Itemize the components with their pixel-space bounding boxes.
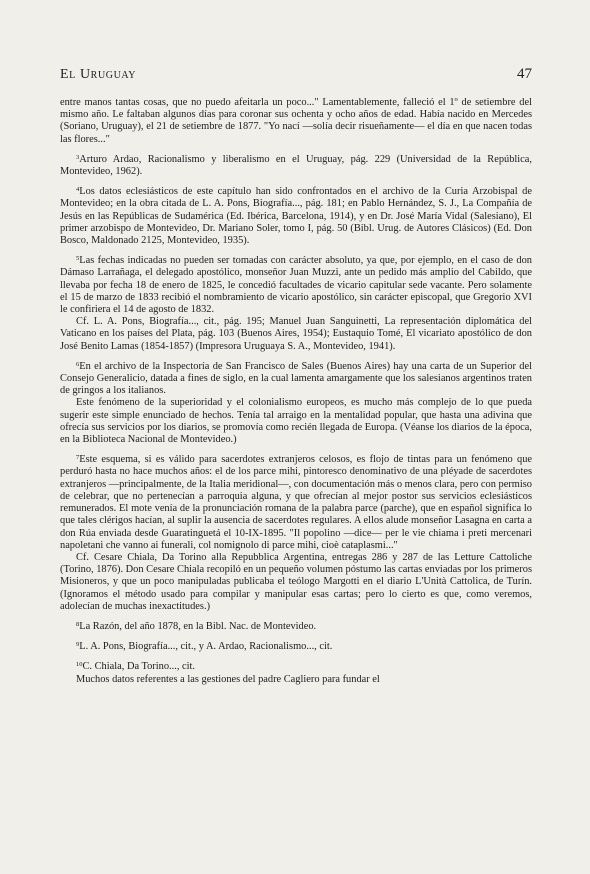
footnote-10 (60, 661, 532, 673)
footnote-text: Las fechas indicadas no pueden ser tomadas con carácter absoluto, ya que, por ejemplo, en el caso de don Dámaso Larrañaga, el delegado apostólico, monseñor Juan Muzzi, ante un pedido más amplio del Cabildo, que llevaba por fecha 18 de enero de 1825, le concedió facultades de vicario capitular sede vacante. Pero solamente el 15 de marzo de 1833 recibió el nombramiento de vicario apostólico, sin carácter episcopal, que Gregorio XVI le confiriera el 14 de agosto de 1832. (60, 255, 532, 316)
footnote-5-continuation: Cf. L. A. Pons, Biografía..., cit., pág. 195; Manuel Juan Sanguinetti, La representación diplomática del Vaticano en los países del Plata, pág. 103 (Buenos Aires, 1954); Eustaquio Tomé, El vicariato apostólico de don José Benito Lamas (1854-1857) (Impresora Uruguaya S. A., Montevideo, 1941). (60, 316, 532, 352)
footnote-mark: 8 (76, 620, 80, 628)
footnote-text: Arturo Ardao, Racionalismo y liberalismo en el Uruguay, pág. 229 (Universidad de la República, Montevideo, 1962). (60, 153, 532, 178)
footnote-text: Este esquema, si es válido para sacerdotes extranjeros celosos, es flojo de tintas para un fenómeno que perduró hasta no hace muchos años: el de los parce mihi, pintoresco denominativo de una pléyade de sacerdotes extranjeros —principalmente, de la Italia meridional—, con documentación más o menos clara, pero con permiso de celebrar, que no pertenecían a parroquia alguna, y que ofrecían al mejor postor sus servicios eclesiásticos remunerados. El mote venía de la pronunciación romana de la palabra parce (parche), que en español significa lo que tales clérigos hacían, al suplir la ausencia de sacerdotes regulares. A ellos alude monseñor Lasagna en carta a don Rúa enviada desde Guaratinguetá el 10-IX-1895. "Il popolino —dice— per le vie chiama i preti mercenari napoletani che vanno ai funerali, col nomignolo di parce mihi, cioè cataplasmi..." (60, 454, 532, 551)
footnote-mark: 3 (76, 153, 80, 161)
running-title: El Uruguay (60, 67, 137, 82)
footnote-text: Los datos eclesiásticos de este capítulo han sido confrontados en el archivo de la Curia Arzobispal de Montevideo; en la obra citada de L. A. Pons, Biografía..., pág. 181; en Pablo Hernández, S. J., La Compañía de Jesús en las Repúblicas de Sudamérica (Ed. Ibérica, Barcelona, 1914), y en Dr. José María Vidal (Salesiano), El primer arzobispo de Montevideo, Dr. Mariano Soler, tomo I, pág. 50 (Bibl. Urug. de Autores Clásicos) (Ed. Don Bosco, Maldonado 2125, Montevideo, 1935). (60, 186, 532, 247)
footnote-mark: 9 (76, 641, 80, 649)
footnote-8 (60, 621, 532, 633)
page-number: 47 (517, 66, 532, 82)
footnote-text: L. A. Pons, Biografía..., cit., y A. Ardao, Racionalismo..., cit. (79, 641, 333, 653)
page-header (60, 66, 532, 83)
paragraph-continuation: entre manos tantas cosas, que no puedo afeitarla un poco..." Lamentablemente, falleció el 1º de setiembre del mismo año. Le faltaban algunos días para coronar sus ochenta y ocho años de edad. Había nacido en Mercedes (Soriano, Uruguay), el 21 de setiembre de 1877. "Yo nací —solía decir risueñamente— el día en que nacen todas las flores..." (60, 97, 532, 145)
footnote-3 (60, 154, 532, 178)
footnote-6-continuation: Este fenómeno de la superioridad y el colonialismo europeos, es mucho más complejo de lo que pueda sugerir este simple enunciado de hechos. Tenía tal arraigo en la mentalidad popular, que hasta una adivina que ofrecía sus servicios por los diarios, se promovía como recién llegada de Europa. (Véanse los diarios de la época, en la Biblioteca Nacional de Montevideo.) (60, 397, 532, 446)
footnote-9 (60, 641, 532, 653)
footnote-text: La Razón, del año 1878, en la Bibl. Nac. de Montevideo. (79, 620, 317, 632)
footnote-4 (60, 186, 532, 247)
footnote-10-continuation: Muchos datos referentes a las gestiones del padre Cagliero para fundar el (76, 673, 380, 685)
footnote-6 (60, 361, 532, 398)
footnote-mark: 10 (76, 661, 83, 669)
footnote-7-continuation: Cf. Cesare Chiala, Da Torino alla Repubblica Argentina, entregas 286 y 287 de las Letture Cattoliche (Torino, 1876). Don Cesare Chiala recopiló en un pequeño volumen póstumo las cartas enviadas por los primeros Misioneros, y que un poco manipuladas publicaba el teólogo Margotti en el diario L'Unità Cattolica, de Turín. (Ignoramos el método usado para compilar y manipular esas cartas; pero lo cierto es que, como veremos, adolecían de muchas inexactitudes.) (60, 551, 532, 612)
footnote-mark: 7 (76, 454, 80, 462)
footnote-mark: 5 (76, 255, 80, 263)
footnote-text: C. Chiala, Da Torino..., cit. (82, 661, 195, 673)
footnote-7 (60, 454, 532, 552)
page-body (60, 97, 532, 686)
footnote-mark: 6 (76, 360, 80, 368)
footnote-5 (60, 255, 532, 316)
footnote-mark: 4 (76, 186, 80, 194)
footnote-text: En el archivo de la Inspectoría de San Francisco de Sales (Buenos Aires) hay una carta de un Superior del Consejo Generalicio, datada a fines de siglo, en la cual lamenta amargamente que los salesianos argentinos traten de gringos a los italianos. (60, 360, 532, 397)
